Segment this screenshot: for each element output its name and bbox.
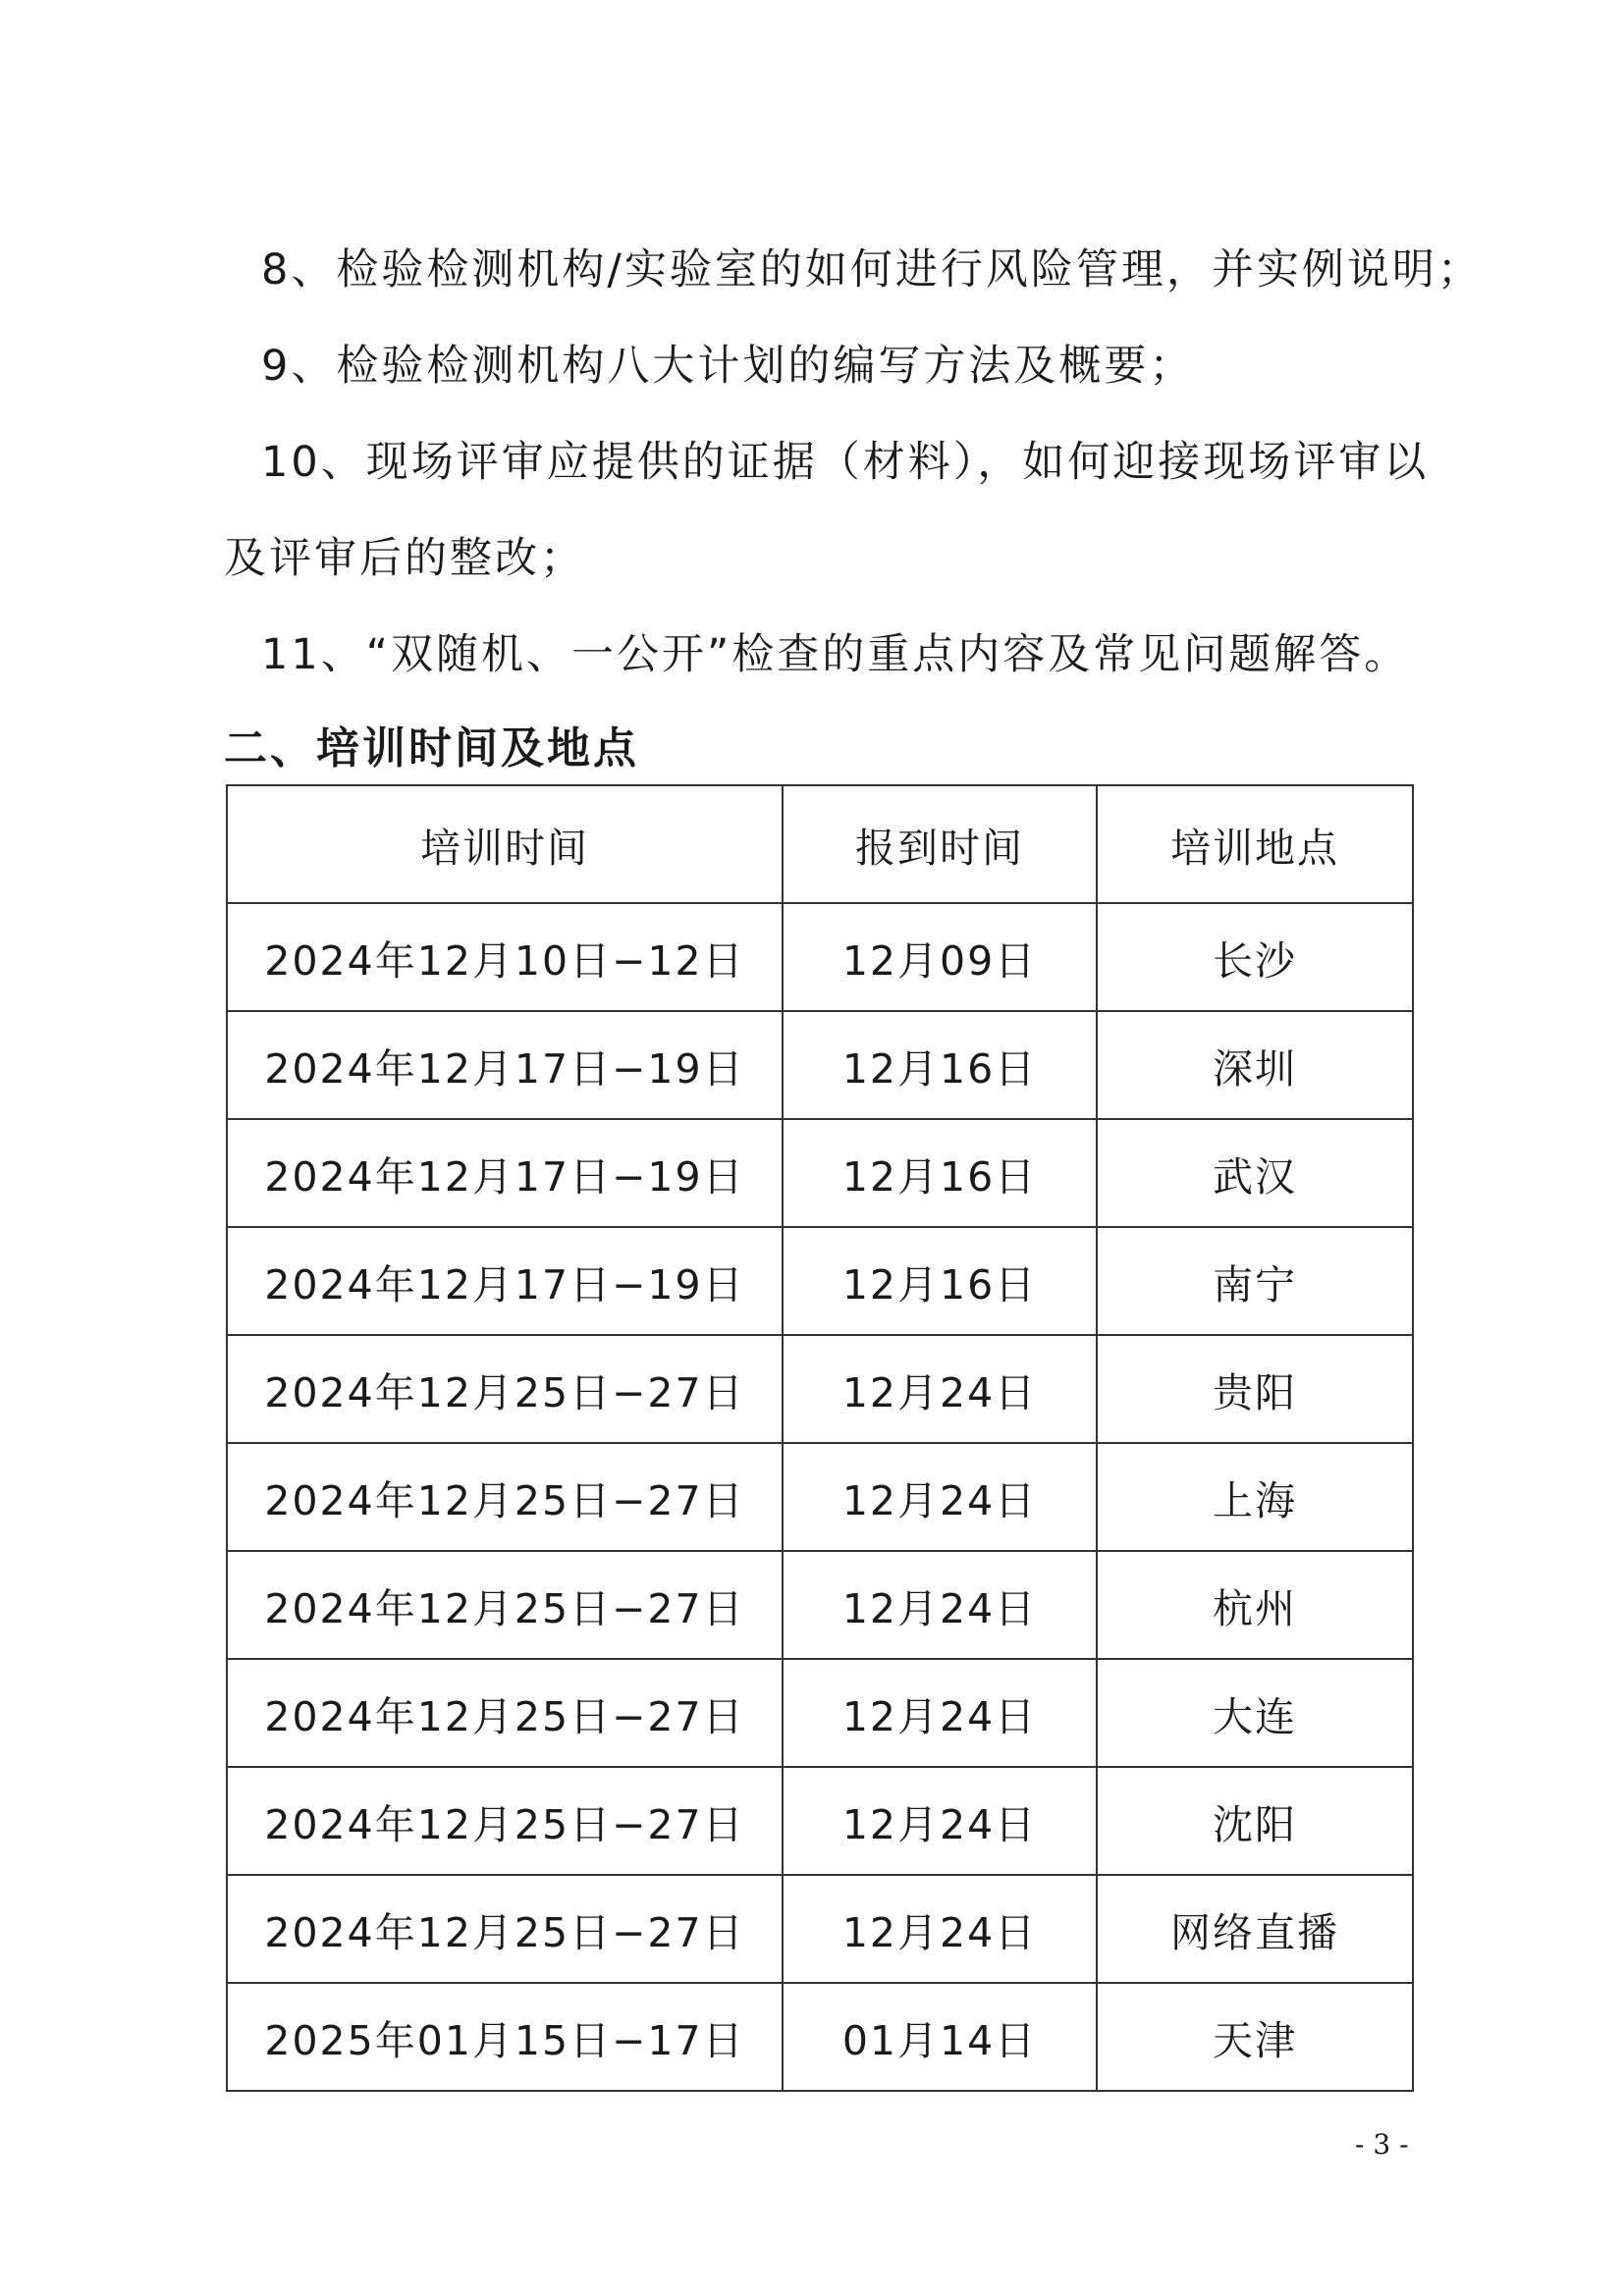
table-row <box>227 1227 1413 1335</box>
table-header-row <box>227 785 1413 903</box>
checkin-time-cell: 12月16日 <box>783 1011 1097 1119</box>
table-row <box>227 1551 1413 1659</box>
training-time-cell: 2024年12月25日−27日 <box>227 1443 783 1551</box>
checkin-time-cell: 12月24日 <box>783 1875 1097 1983</box>
table-row <box>227 1119 1413 1227</box>
checkin-time-cell: 12月16日 <box>783 1227 1097 1335</box>
training-time-cell: 2024年12月17日−19日 <box>227 1119 783 1227</box>
location-cell: 南宁 <box>1097 1227 1413 1335</box>
table-row <box>227 903 1413 1011</box>
list-item-8: 8、检验检测机构/实验室的如何进行风险管理，并实例说明； <box>261 245 1483 294</box>
table-row <box>227 1335 1413 1443</box>
checkin-time-cell: 12月24日 <box>783 1335 1097 1443</box>
location-cell: 大连 <box>1097 1659 1413 1767</box>
location-cell: 网络直播 <box>1097 1875 1413 1983</box>
table-row <box>227 1659 1413 1767</box>
training-time-cell: 2024年12月25日−27日 <box>227 1659 783 1767</box>
location-cell: 上海 <box>1097 1443 1413 1551</box>
list-item-11: 11、“双随机、一公开”检查的重点内容及常见问题解答。 <box>261 630 1410 679</box>
checkin-time-cell: 12月24日 <box>783 1767 1097 1875</box>
training-time-cell: 2024年12月10日−12日 <box>227 903 783 1011</box>
table-row <box>227 1011 1413 1119</box>
location-cell: 沈阳 <box>1097 1767 1413 1875</box>
training-time-cell: 2024年12月25日−27日 <box>227 1335 783 1443</box>
list-item-10-continued: 及评审后的整改； <box>224 534 585 583</box>
checkin-time-cell: 12月16日 <box>783 1119 1097 1227</box>
training-time-cell: 2024年12月17日−19日 <box>227 1227 783 1335</box>
table-row <box>227 1443 1413 1551</box>
location-cell: 天津 <box>1097 1983 1413 2091</box>
column-header-location: 培训地点 <box>1097 785 1413 903</box>
section-heading: 二、培训时间及地点 <box>224 723 639 774</box>
location-cell: 贵阳 <box>1097 1335 1413 1443</box>
column-header-training-time: 培训时间 <box>227 785 783 903</box>
list-item-10: 10、现场评审应提供的证据（材料），如何迎接现场评审以 <box>261 438 1430 487</box>
training-time-cell: 2024年12月25日−27日 <box>227 1551 783 1659</box>
training-time-cell: 2024年12月17日−19日 <box>227 1011 783 1119</box>
location-cell: 杭州 <box>1097 1551 1413 1659</box>
table-row <box>227 1875 1413 1983</box>
page-number: - 3 - <box>1355 2128 1409 2161</box>
table-row <box>227 1767 1413 1875</box>
table-row <box>227 1983 1413 2091</box>
training-time-cell: 2024年12月25日−27日 <box>227 1767 783 1875</box>
checkin-time-cell: 12月24日 <box>783 1659 1097 1767</box>
training-time-cell: 2024年12月25日−27日 <box>227 1875 783 1983</box>
column-header-checkin-time: 报到时间 <box>783 785 1097 903</box>
checkin-time-cell: 01月14日 <box>783 1983 1097 2091</box>
checkin-time-cell: 12月09日 <box>783 903 1097 1011</box>
location-cell: 武汉 <box>1097 1119 1413 1227</box>
checkin-time-cell: 12月24日 <box>783 1551 1097 1659</box>
checkin-time-cell: 12月24日 <box>783 1443 1097 1551</box>
schedule-table <box>226 784 1414 2092</box>
list-item-9: 9、检验检测机构八大计划的编写方法及概要； <box>261 342 1195 391</box>
location-cell: 深圳 <box>1097 1011 1413 1119</box>
location-cell: 长沙 <box>1097 903 1413 1011</box>
training-time-cell: 2025年01月15日−17日 <box>227 1983 783 2091</box>
